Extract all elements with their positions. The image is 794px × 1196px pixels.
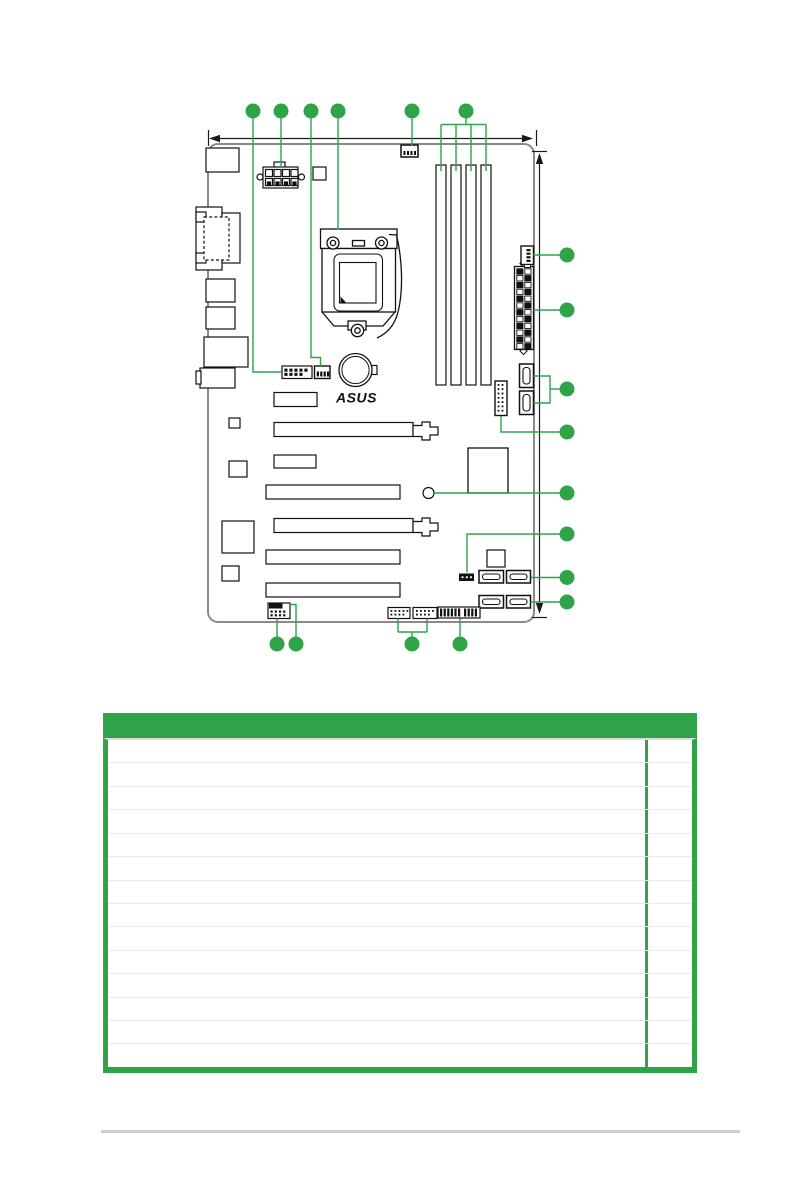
callout-circle — [560, 570, 575, 585]
callout-circle — [270, 637, 285, 652]
usb3-header — [495, 381, 507, 416]
callout-circle — [405, 637, 420, 652]
table-cell-component — [108, 904, 645, 926]
callout-circle — [560, 382, 575, 397]
com-header — [282, 366, 312, 379]
usb-port-block — [206, 279, 235, 302]
callout-circle — [246, 104, 261, 119]
table-row — [108, 974, 692, 997]
callout-circle — [560, 486, 575, 501]
table-cell-component — [108, 834, 645, 856]
dvi-port — [196, 207, 240, 270]
usb-port-block — [206, 307, 235, 329]
callout-circle — [304, 104, 319, 119]
callout-circle — [453, 637, 468, 652]
callout-circle — [289, 637, 304, 652]
pci-slot — [266, 583, 400, 597]
mid-fan-connector — [315, 366, 331, 379]
callout-circle — [331, 104, 346, 119]
table-cell-page — [645, 927, 692, 949]
table-row — [108, 857, 692, 880]
table-cell-component — [108, 1021, 645, 1043]
table-row — [108, 740, 692, 763]
clrtc-jumper — [459, 574, 474, 582]
table-cell-page — [645, 810, 692, 832]
chipset — [468, 448, 508, 493]
footer-rule — [101, 1130, 740, 1133]
callout-circle — [459, 104, 474, 119]
table-cell-component — [108, 881, 645, 903]
table-header — [103, 713, 697, 738]
small-onboard-component — [487, 550, 505, 567]
pci-slot — [266, 550, 400, 564]
lan-usb-block — [204, 337, 248, 367]
table-row — [108, 998, 692, 1021]
callout-circle — [560, 527, 575, 542]
pcie-x16-slot — [274, 519, 413, 533]
callout-circle — [560, 303, 575, 318]
pcie-x1-slot — [274, 455, 316, 468]
table-cell-page — [645, 998, 692, 1020]
table-cell-component — [108, 810, 645, 832]
table-cell-component — [108, 951, 645, 973]
layout-contents-table — [103, 713, 697, 1073]
audio-jacks — [196, 368, 235, 388]
table-cell-component — [108, 763, 645, 785]
callout-circle — [405, 104, 420, 119]
table-cell-page — [645, 974, 692, 996]
table-row — [108, 927, 692, 950]
table-cell-page — [645, 763, 692, 785]
usb-headers — [388, 608, 437, 619]
table-body — [103, 738, 697, 1073]
table-cell-page — [645, 834, 692, 856]
table-cell-component — [108, 740, 645, 762]
pcie-x16-slot — [274, 423, 413, 437]
asus-logo: ASUS — [334, 390, 377, 406]
table-cell-page — [645, 951, 692, 973]
callout-circle — [560, 595, 575, 610]
table-cell-page — [645, 857, 692, 879]
table-row — [108, 904, 692, 927]
table-cell-component — [108, 998, 645, 1020]
table-row — [108, 1044, 692, 1066]
table-cell-component — [108, 927, 645, 949]
table-row — [108, 1021, 692, 1044]
table-cell-component — [108, 1044, 645, 1066]
eatx-24pin-connector — [515, 260, 534, 355]
table-cell-component — [108, 857, 645, 879]
table-row — [108, 951, 692, 974]
pcie-x1-slot — [274, 393, 317, 407]
table-cell-page — [645, 1021, 692, 1043]
table-row — [108, 881, 692, 904]
table-cell-page — [645, 904, 692, 926]
system-panel-header — [438, 607, 480, 618]
table-cell-page — [645, 1044, 692, 1066]
callout-circle — [560, 425, 575, 440]
table-row — [108, 787, 692, 810]
table-row — [108, 810, 692, 833]
table-cell-page — [645, 881, 692, 903]
table-cell-page — [645, 740, 692, 762]
table-cell-component — [108, 974, 645, 996]
table-cell-component — [108, 787, 645, 809]
front-audio-header — [268, 603, 290, 619]
table-row — [108, 763, 692, 786]
table-row — [108, 834, 692, 857]
table-cell-page — [645, 787, 692, 809]
ps2-port — [206, 148, 239, 172]
standby-led — [423, 488, 434, 499]
cpu-fan-connector — [401, 145, 418, 157]
callout-circle — [560, 248, 575, 263]
pci-slot — [266, 485, 400, 499]
callout-circle — [274, 104, 289, 119]
chassis-fan-connector — [521, 246, 534, 268]
small-onboard-component — [313, 167, 326, 180]
